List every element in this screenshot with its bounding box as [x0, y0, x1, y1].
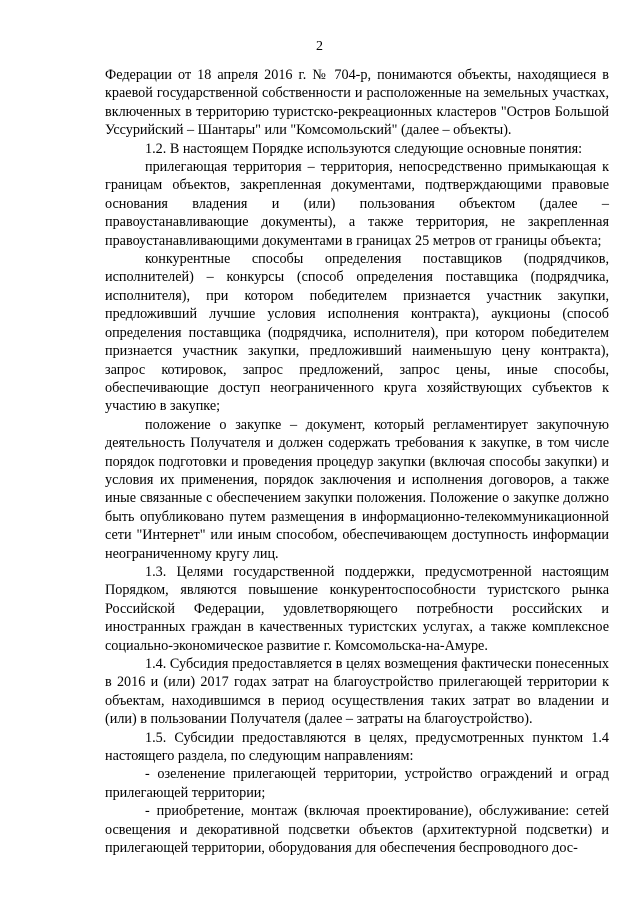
paragraph-competitive-methods: конкурентные способы определения поставщиков (подрядчиков, исполнителей) – конкурсы (способ определения поставщика (подрядчика, исполнителя), при котором победителем признается участник закупки, предложивший лучшие условия исполнения контракта), аукционы (способ определения поставщика (подрядчика, исполнителя), при котором победителем признается участник закупки, предложивший наименьшую цену контракта), запрос котировок, запрос предложений, запрос цены, иные способы, обеспечивающие доступ неограниченного круга хозяйствующих субъектов к участию в закупке;	[105, 251, 609, 415]
list-item-landscaping: - озеленение прилегающей территории, устройство ограждений и оград прилегающей территории;	[105, 766, 609, 801]
paragraph-adjacent-territory: прилегающая территория – территория, непосредственно примыкающая к границам объектов, закрепленная документами, подтверждающими правовые основания владения и (или) пользования объектом (далее – правоустанавливающие документы), а также территория, не закрепленная правоустанавливающими документами в границах 25 метров от границы объекта;	[105, 159, 609, 249]
paragraph-1-5: 1.5. Субсидии предоставляются в целях, предусмотренных пунктом 1.4 настоящего раздела, по следующим направлениям:	[105, 729, 609, 765]
document-body	[105, 66, 609, 857]
list-item-lighting: - приобретение, монтаж (включая проектирование), обслуживание: сетей освещения и декоративной подсветки объектов (архитектурной подсветки) и прилегающей территории, оборудования для обеспечения беспроводного дос-	[105, 803, 609, 857]
paragraph-continuation: Федерации от 18 апреля 2016 г. № 704-р, понимаются объекты, находящиеся в краевой государственной собственности и расположенные на земельных участках, включенных в территорию туристско-рекреационных кластеров "Остров Большой Уссурийский – Шантары" или "Комсомольский" (далее – объекты).	[105, 67, 609, 139]
paragraph-1-4: 1.4. Субсидия предоставляется в целях возмещения фактически понесенных в 2016 и (или) 2017 годах затрат на благоустройство прилегающей территории к объектам, находившимся в период осуществления таких затрат во владении и (или) в пользовании Получателя (далее – затраты на благоустройство).	[105, 656, 609, 728]
paragraph-1-2: 1.2. В настоящем Порядке используются следующие основные понятия:	[145, 140, 583, 157]
page-number: 2	[316, 39, 323, 54]
paragraph-procurement-regulation: положение о закупке – документ, который регламентирует закупочную деятельность Получателя и должен содержать требования к закупке, в том числе порядок подготовки и проведения процедур закупки (включая способы закупки) и условия их применения, порядок заключения и исполнения договоров, а также иные связанные с обеспечением закупки положения. Положение о закупке должно быть опубликовано путем размещения в информационно-телекоммуникационной сети "Интернет" или иным способом, обеспечивающем доступность информации неограниченному кругу лиц.	[105, 416, 609, 562]
paragraph-1-3: 1.3. Целями государственной поддержки, предусмотренной настоящим Порядком, являются повышение конкурентоспособности туристского рынка Российской Федерации, удовлетворяющего потребности российских и иностранных граждан в качественных туристских услугах, а также комплексное социально-экономическое развитие г. Комсомольска-на-Амуре.	[105, 563, 609, 654]
